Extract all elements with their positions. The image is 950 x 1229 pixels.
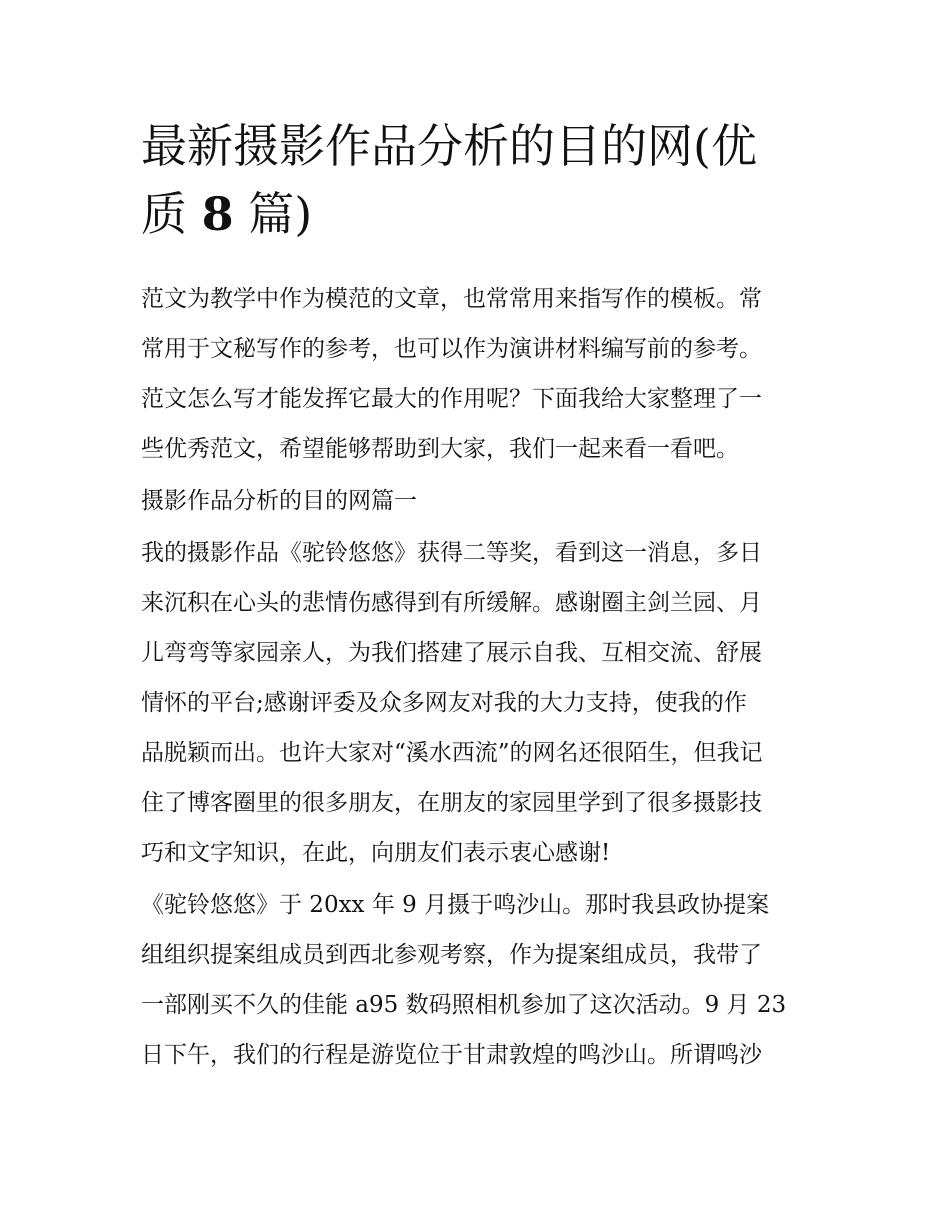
title-line-2-prefix: 质 xyxy=(141,187,202,241)
document-title xyxy=(141,112,821,248)
paragraph-line: 品脱颖而出。也许大家对“溪水西流”的网名还很陌生，但我记 xyxy=(141,740,763,766)
paragraph-line: 情怀的平台;感谢评委及众多网友对我的大力支持，使我的作 xyxy=(141,690,747,716)
title-line-2-suffix: 篇) xyxy=(233,187,313,241)
paragraph-line: 我的摄影作品《驼铃悠悠》获得二等奖，看到这一消息，多日 xyxy=(141,540,762,566)
paragraph-line: 巧和文字知识，在此，向朋友们表示衷心感谢! xyxy=(141,840,611,866)
intro-line: 范文为教学中作为模范的文章，也常常用来指写作的模板。常 xyxy=(141,286,762,312)
paragraph-line: 一部刚买不久的佳能 a95 数码照相机参加了这次活动。9 月 23 xyxy=(141,992,787,1018)
intro-line: 范文怎么写才能发挥它最大的作用呢？下面我给大家整理了一 xyxy=(141,386,762,412)
paragraph-line: 日下午，我们的行程是游览位于甘肃敦煌的鸣沙山。所谓鸣沙 xyxy=(141,1042,762,1068)
paragraph-line: 来沉积在心头的悲情伤感得到有所缓解。感谢圈主剑兰园、月 xyxy=(141,590,762,616)
paragraph-line: 住了博客圈里的很多朋友，在朋友的家园里学到了很多摄影技 xyxy=(141,790,762,816)
intro-line: 些优秀范文，希望能够帮助到大家，我们一起来看一看吧。 xyxy=(141,436,739,462)
paragraph-line: 儿弯弯等家园亲人，为我们搭建了展示自我、互相交流、舒展 xyxy=(141,640,762,666)
title-line-1: 最新摄影作品分析的目的网(优 xyxy=(141,119,757,173)
title-line-2-number: 8 xyxy=(201,187,234,241)
intro-line: 常用于文秘写作的参考，也可以作为演讲材料编写前的参考。 xyxy=(141,336,762,362)
paragraph-line: 组组织提案组成员到西北参观考察，作为提案组成员，我带了 xyxy=(141,942,762,968)
paragraph-line: 《驼铃悠悠》于 20xx 年 9 月摄于鸣沙山。那时我县政协提案 xyxy=(141,892,770,918)
section-heading: 摄影作品分析的目的网篇一 xyxy=(141,488,417,514)
